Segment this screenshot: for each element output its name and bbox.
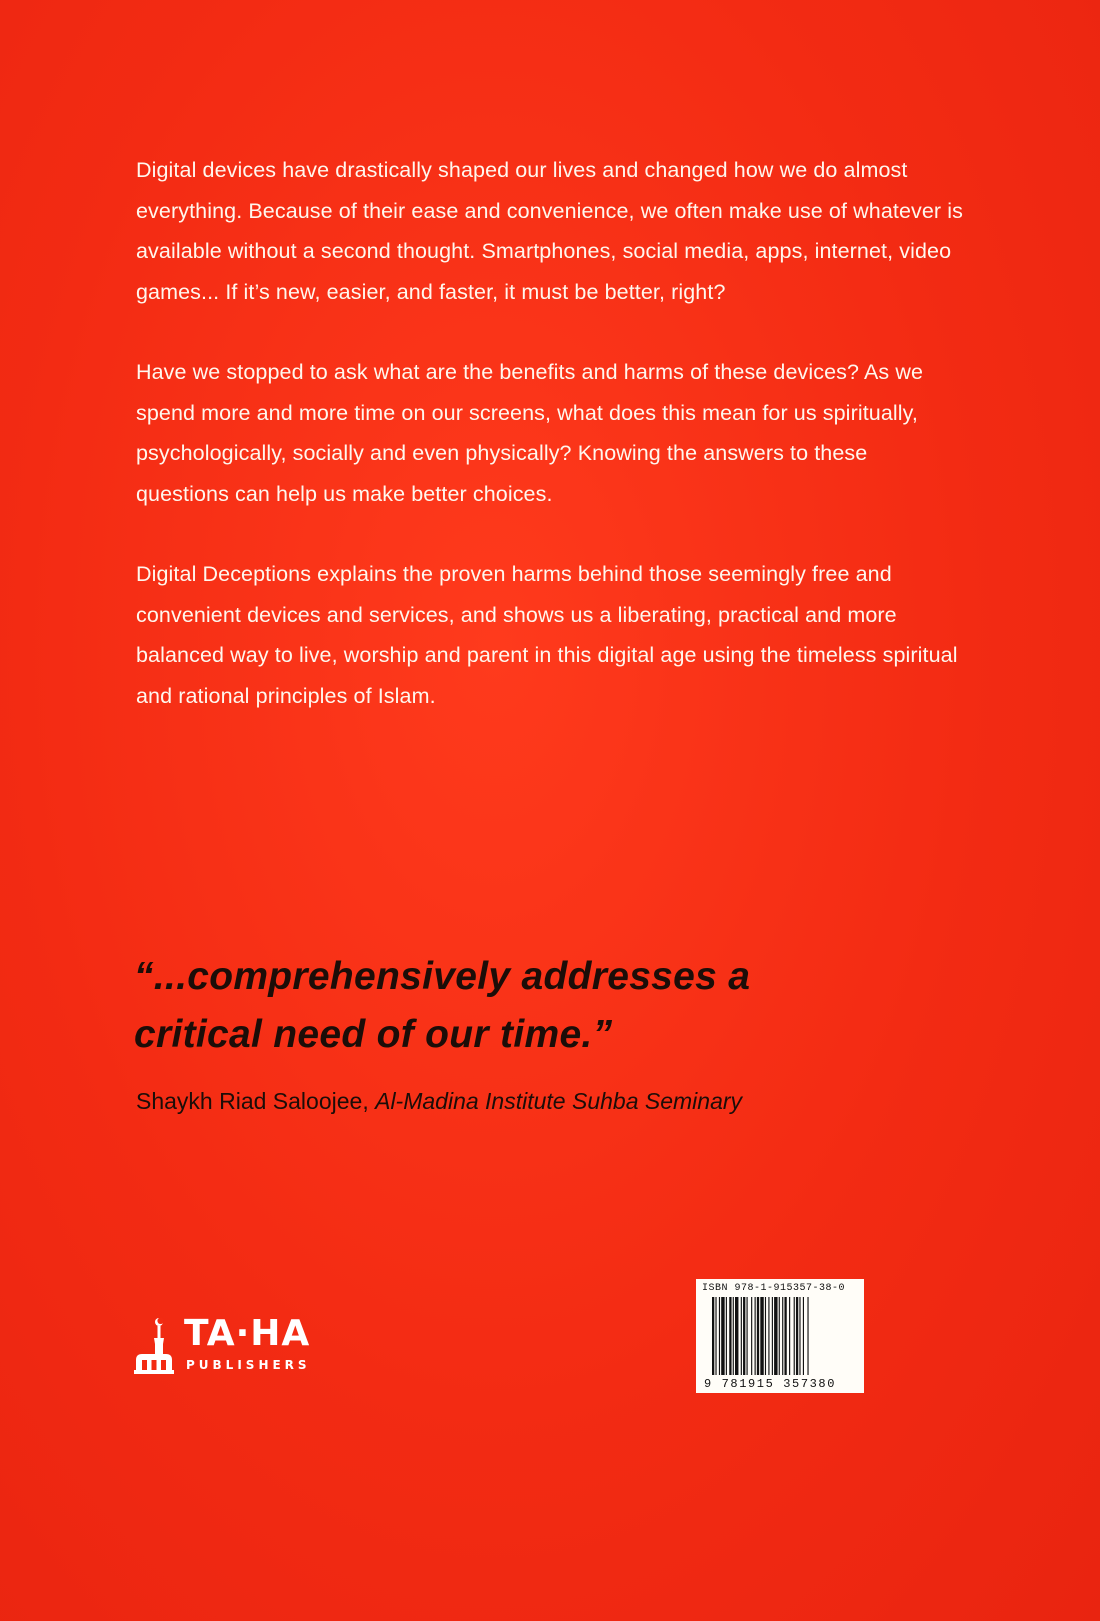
- quote-attribution: [136, 1086, 742, 1116]
- publisher-name: TA·HA: [184, 1313, 311, 1354]
- barcode-digits: 9 781915 357380: [704, 1377, 837, 1391]
- isbn-label: ISBN 978-1-915357-38-0: [702, 1283, 846, 1294]
- barcode-graphic: [696, 1279, 864, 1393]
- attribution-name: Shaykh Riad Saloojee,: [136, 1088, 376, 1114]
- blurb-paragraph-2: Have we stopped to ask what are the benefits and harms of these devices? As we spend more and more time on our screens, what does this mean for us spiritually, psychologically, socially and even physically? Knowing the answers to these questions can help us make better choices.: [136, 360, 924, 506]
- endorsement-quote: [134, 948, 954, 1064]
- publisher-logo: [132, 1300, 372, 1380]
- blurb: [136, 150, 966, 756]
- quote-line-2: critical need of our time.”: [134, 1013, 613, 1056]
- isbn-barcode: [696, 1279, 864, 1393]
- blurb-paragraph-3: Digital Deceptions explains the proven harms behind those seemingly free and convenient devices and services, and shows us a liberating, practical and more balanced way to live, worship and parent in this digital age using the timeless spiritual and rational principles of Islam.: [136, 562, 958, 708]
- publisher-subtitle: PUBLISHERS: [186, 1358, 311, 1372]
- minaret-logo-icon: [132, 1300, 176, 1380]
- quote-line-1: “...comprehensively addresses a: [134, 955, 751, 998]
- blurb-paragraph-1: Digital devices have drastically shaped our lives and changed how we do almost everything. Because of their ease and convenience, we often make use of whatever is available without a second thought. Smartphones, social media, apps, internet, video games... If it’s new, easier, and faster, it must be better, right?: [136, 158, 963, 304]
- attribution-institution: Al-Madina Institute Suhba Seminary: [375, 1088, 743, 1114]
